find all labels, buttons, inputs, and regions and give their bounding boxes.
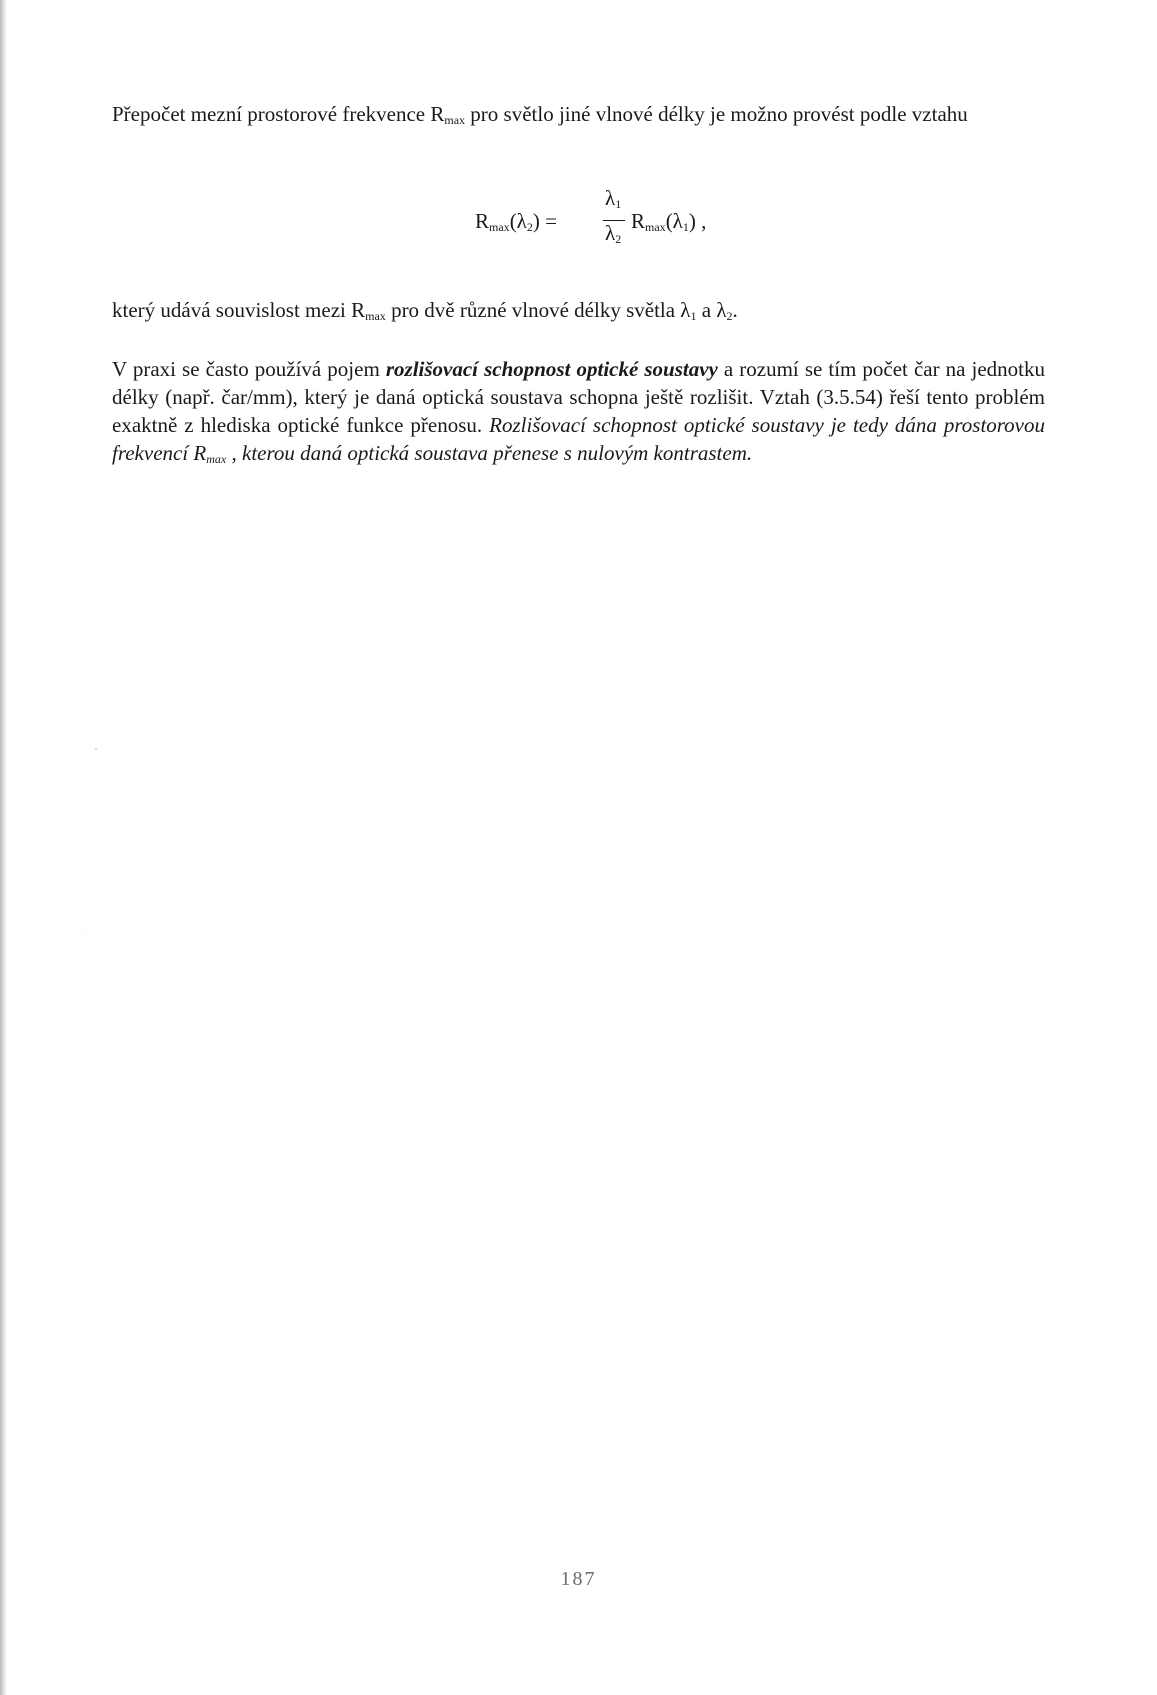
subscript-max: max [444,113,466,127]
eq-lambda-2: λ [605,221,616,245]
paragraph-resolution [112,355,1045,467]
eq-lambda: (λ [665,209,683,233]
text: pro dvě různé vlnové délky světla λ [385,298,691,322]
eq-lambda: (λ [509,209,527,233]
eq-symbol-r: R [631,209,646,233]
page-number: 187 [560,1568,597,1590]
italic-definition: Rozlišovací schopnost optické soustavy je tedy dána prostorovou frekvencí R [112,413,1045,465]
eq-sub-1: 1 [615,197,622,211]
italic-definition-cont: , kterou daná optická soustava přenese s nulovým kontrastem. [226,441,753,465]
defined-term: rozlišovací schopnost optické soustavy [385,357,718,381]
paragraph-relation [112,296,1045,324]
eq-sub-max: max [489,220,510,234]
equation-rmax [475,186,775,256]
subscript-2: 2 [726,309,733,323]
equation-rhs [631,209,706,234]
subscript-max: max [365,309,386,323]
text: . [732,298,738,322]
eq-sub-2: 2 [526,220,533,234]
text: a rozumí se tím počet čar na jednotku délky (např. čar/mm), který je daná optická soustava schopna ještě rozlišit. Vztah (3.5.54) řeší tento problém exaktně z hlediska optické funkce přenosu. [112,357,1045,437]
eq-sub-max: max [645,220,666,234]
eq-denominator [605,221,621,246]
paragraph-intro-text: Přepočet mezní prostorové frekvence R [112,102,445,126]
subscript-max: max [206,452,227,466]
eq-lambda-1: λ [605,186,616,210]
scan-speck [95,748,97,750]
text: V praxi se často používá pojem [112,357,386,381]
eq-equals: ) = [532,209,557,233]
paragraph-intro-text-cont: pro světlo jiné vlnové délky je možno provést podle vztahu [465,102,968,126]
eq-numerator [605,186,621,211]
eq-symbol-r: R [475,209,490,233]
text: který udává souvislost mezi R [112,298,366,322]
text: a λ [696,298,727,322]
eq-close: ) , [688,209,707,233]
scan-edge-shadow [0,0,7,1695]
eq-sub-1: 1 [682,220,689,234]
eq-sub-2: 2 [615,232,622,246]
subscript-1: 1 [690,309,697,323]
paragraph-intro [112,100,1045,128]
equation-lhs [475,209,557,234]
scan-speck [82,932,83,933]
